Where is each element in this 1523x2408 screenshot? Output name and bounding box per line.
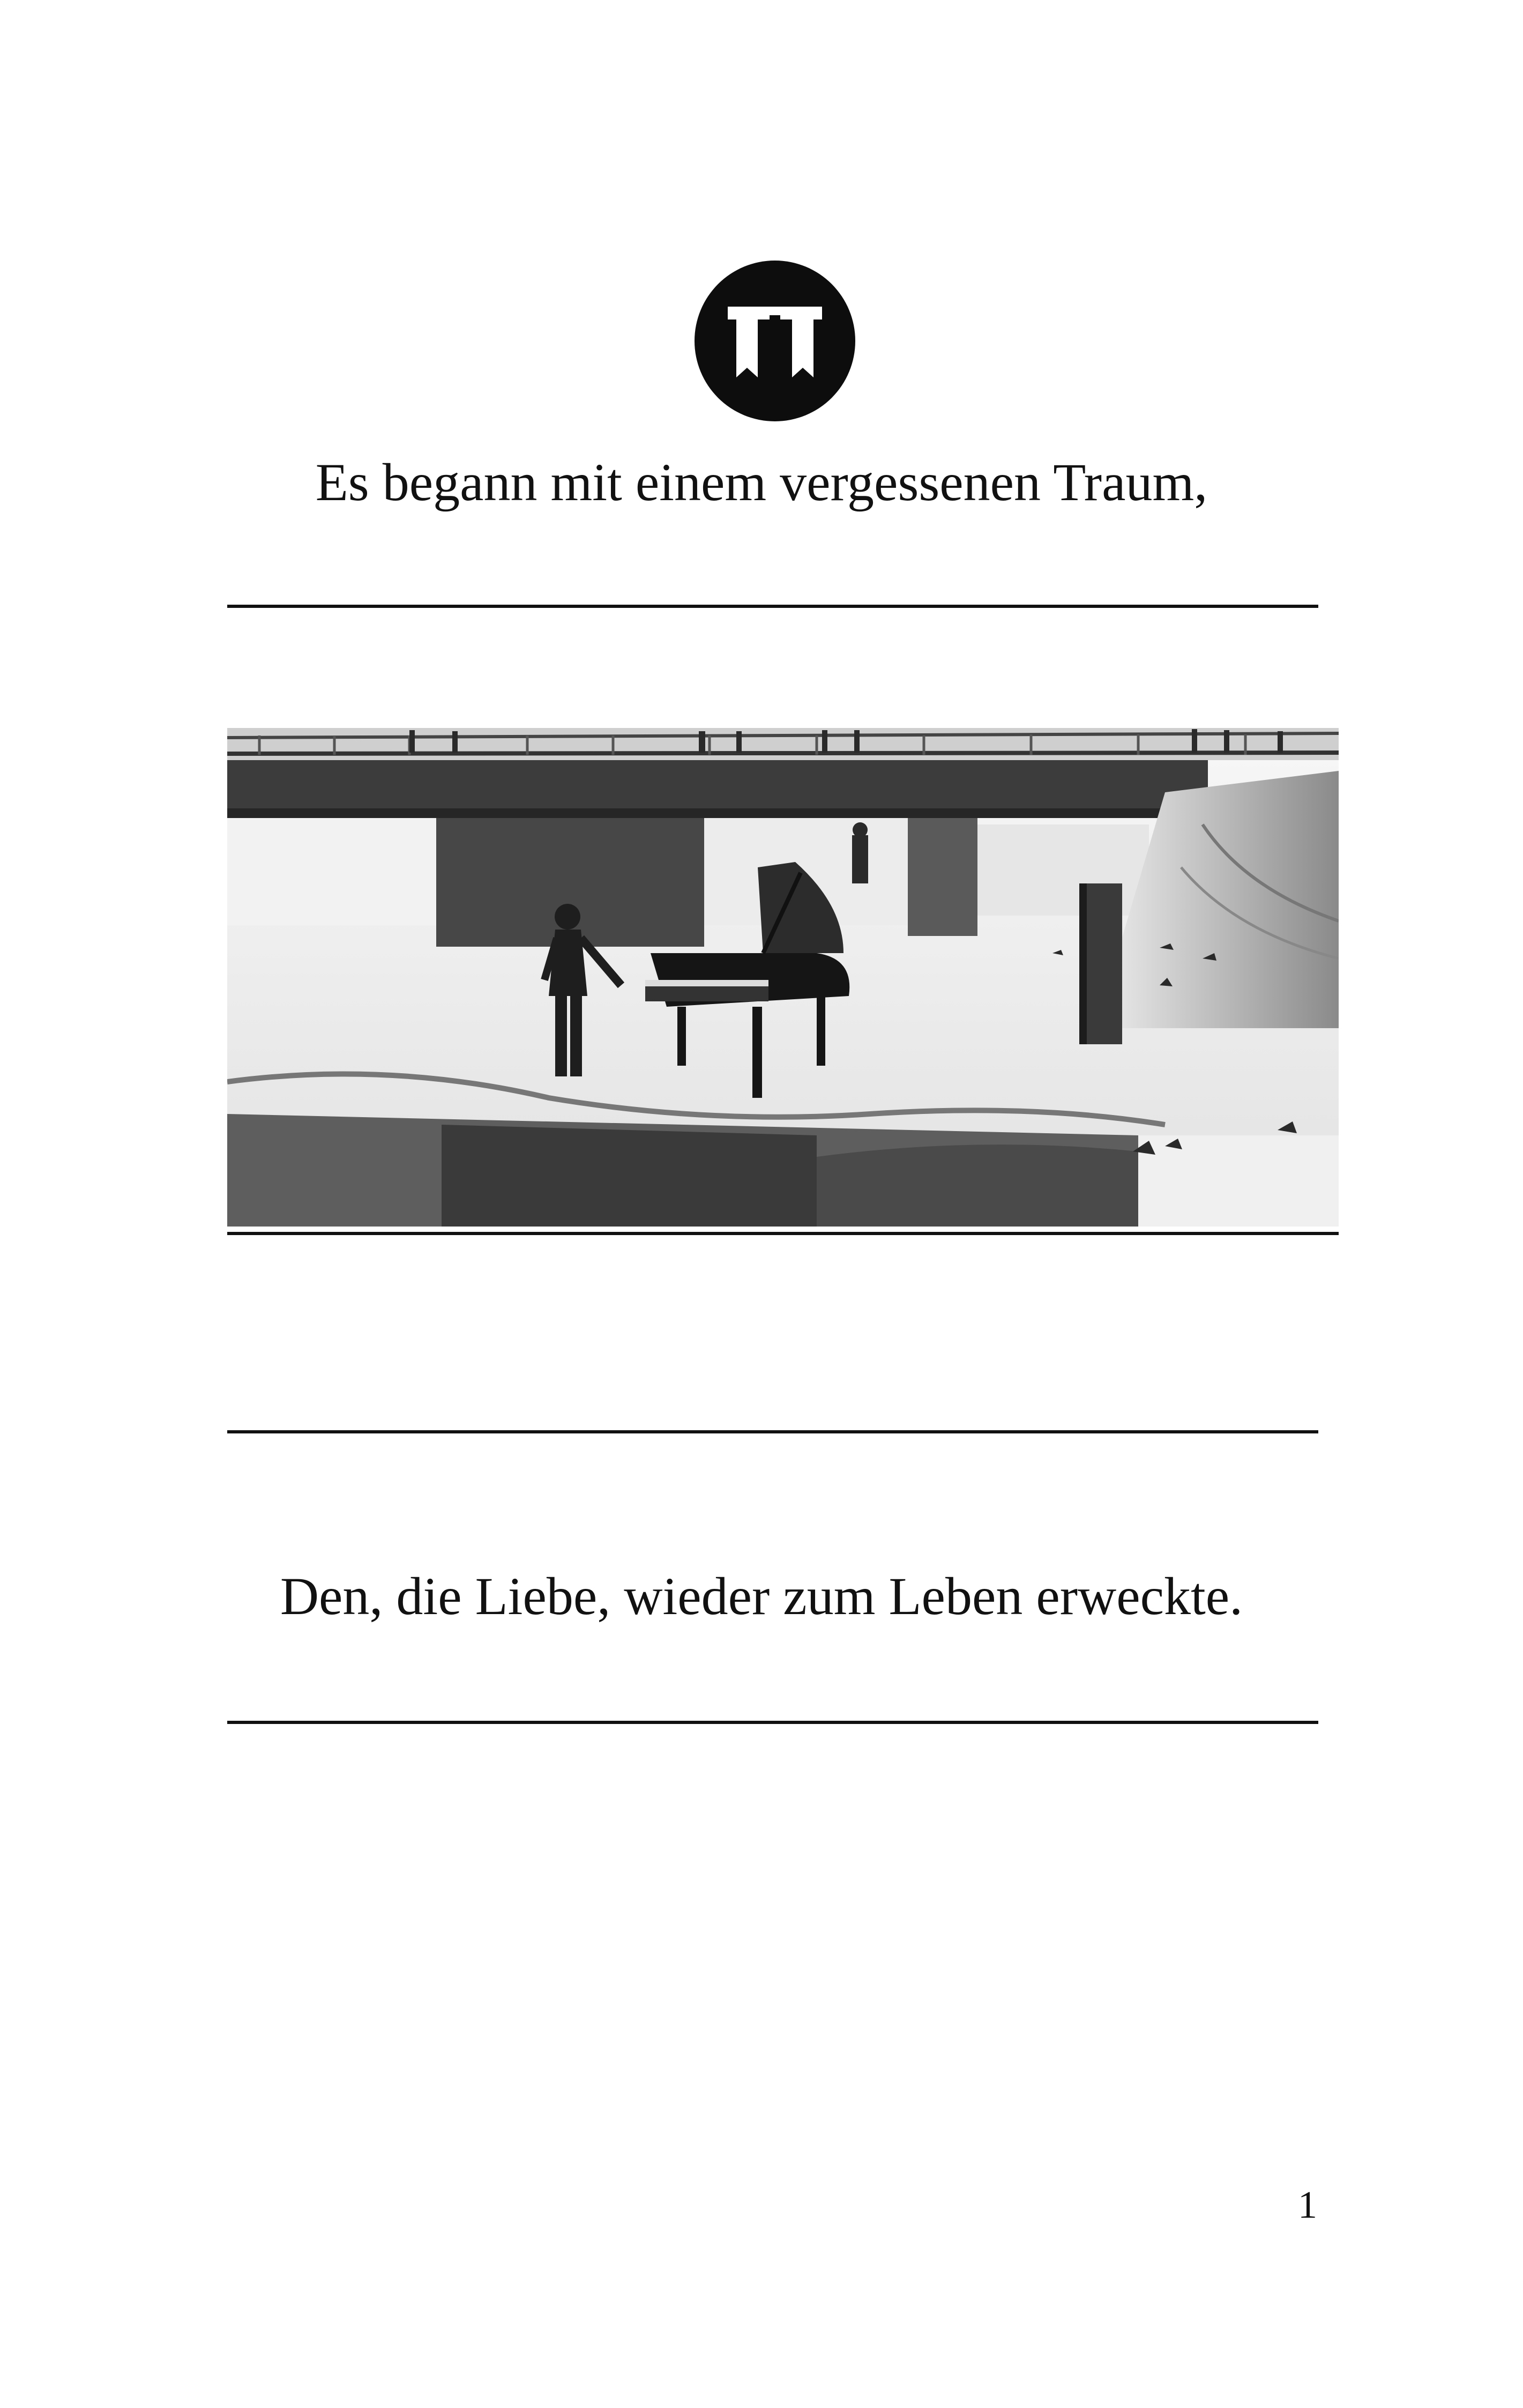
page-number: 1 (1298, 2183, 1317, 2226)
divider-rule (227, 605, 1318, 608)
divider-rule (227, 1232, 1339, 1235)
divider-rule (227, 1721, 1318, 1724)
divider-rule (227, 1430, 1318, 1433)
opening-line: Es begann mit einem vergessenen Traum, (315, 452, 1208, 512)
pencil-sketch-pianist-under-bridge (227, 728, 1339, 1227)
closing-line: Den, die Liebe, wieder zum Leben erweckte. (280, 1566, 1243, 1626)
publisher-logo (695, 261, 855, 421)
